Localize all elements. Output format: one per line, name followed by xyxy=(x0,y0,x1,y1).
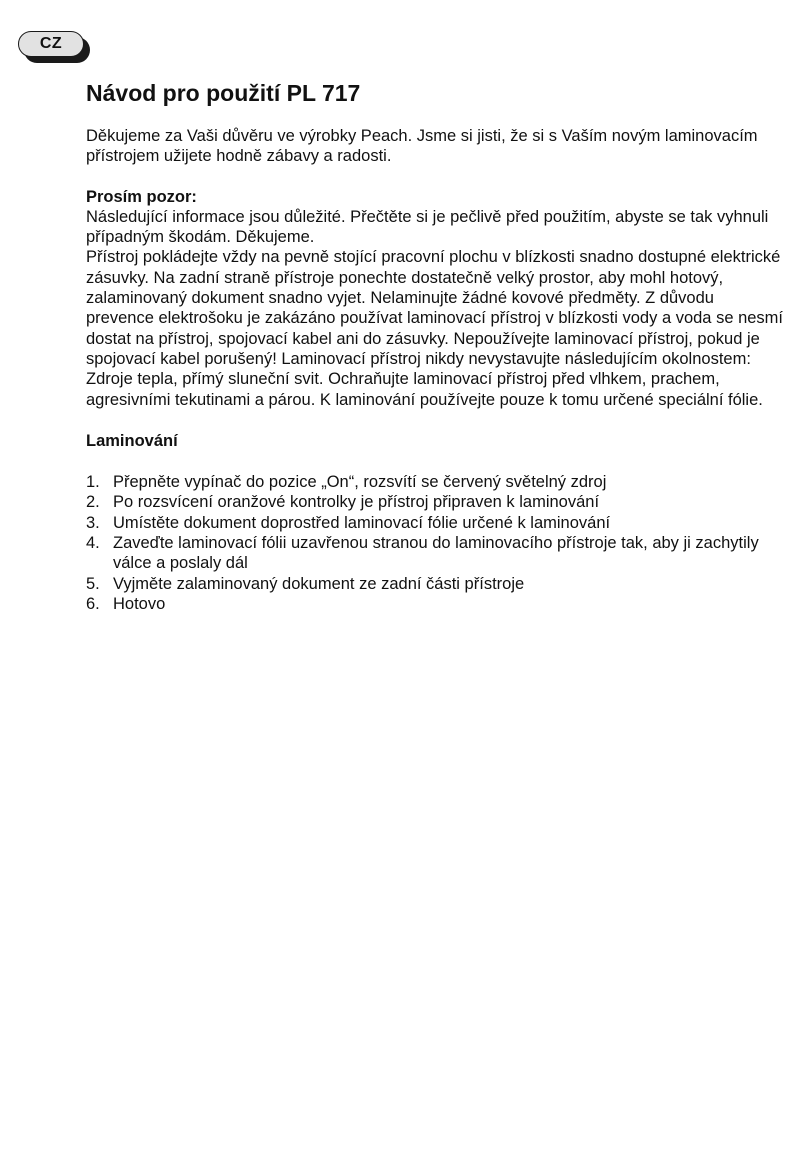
lamination-heading: Laminování xyxy=(86,431,178,450)
step-item xyxy=(86,574,786,594)
warning-heading: Prosím pozor: xyxy=(86,187,197,206)
step-number: 6. xyxy=(86,594,100,613)
step-number: 5. xyxy=(86,574,100,593)
step-item xyxy=(86,472,786,492)
language-badge xyxy=(18,31,102,65)
step-text: Přepněte vypínač do pozice „On“, rozsvítí se červený světelný zdroj xyxy=(113,473,607,492)
step-text: Umístěte dokument doprostřed laminovací fólie určené k laminování xyxy=(113,513,611,532)
step-number: 1. xyxy=(86,473,100,492)
step-number: 4. xyxy=(86,534,100,553)
step-text: Po rozsvícení oranžové kontrolky je přístroj připraven k laminování xyxy=(113,493,600,512)
step-item xyxy=(86,533,786,574)
step-item xyxy=(86,594,786,614)
step-text: Hotovo xyxy=(113,594,166,613)
lamination-steps xyxy=(86,472,786,614)
warning-lead: Následující informace jsou důležité. Přečtěte si je pečlivě před použitím, abyste se tak vyhnuli případným škodám. Děkujeme. xyxy=(86,207,769,247)
step-item xyxy=(86,513,786,533)
step-number: 2. xyxy=(86,493,100,512)
step-text: Vyjměte zalaminovaný dokument ze zadní části přístroje xyxy=(113,574,525,593)
intro-paragraph: Děkujeme za Vaši důvěru ve výrobky Peach. Jsme si jisti, že si s Vaším novým laminovacím přístrojem užijete hodně zábavy a radosti. xyxy=(86,127,758,166)
language-badge-label: CZ xyxy=(18,31,84,57)
document-content xyxy=(86,78,786,614)
step-number: 3. xyxy=(86,513,100,532)
page-title: Návod pro použití PL 717 xyxy=(86,80,361,106)
step-item xyxy=(86,492,786,512)
warning-body: Přístroj pokládejte vždy na pevně stojící pracovní plochu v blízkosti snadno dostupné elektrické zásuvky. Na zadní straně přístroje ponechte dostatečně velký prostor, aby mohl hotový, zalaminovaný dokument snadno vyjet. Nelaminujte žádné kovové předměty. Z důvodu prevence elektrošoku je zakázáno používat laminovací přístroj v blízkosti vody a voda se nesmí dostat na přístroj, spojovací kabel ani do zásuvky. Nepoužívejte laminovací přístroj, pokud je spojovací kabel porušený! Laminovací přístroj nikdy nevystavujte následujícím okolnostem: Zdroje tepla, přímý sluneční svit. Ochraňujte laminovací přístroj před vlhkem, prachem, agresivními tekutinami a párou. K laminování používejte pouze k tomu určené speciální fólie. xyxy=(86,248,784,409)
step-text: Zaveďte laminovací fólii uzavřenou stranou do laminovacího přístroje tak, aby ji zachytily válce a poslaly dál xyxy=(113,534,759,573)
